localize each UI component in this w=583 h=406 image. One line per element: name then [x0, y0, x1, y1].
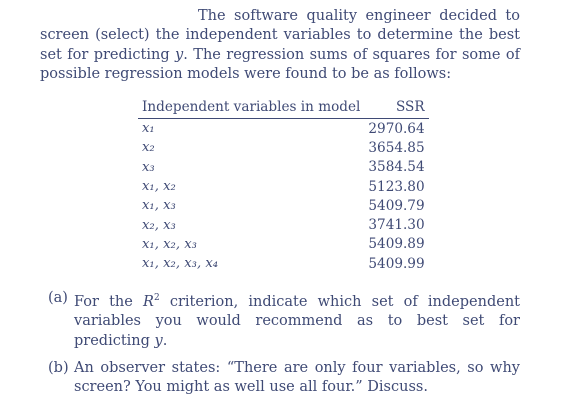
- row-variables: x₁: [142, 121, 155, 137]
- row-variables: x₁, x₃: [142, 198, 176, 214]
- header-independent-variables: Independent variables in model: [138, 97, 364, 119]
- question-b-label: (b): [48, 360, 69, 377]
- table-row: [138, 235, 429, 254]
- r-squared-symbol: R: [143, 293, 154, 310]
- row-ssr: 2970.64: [368, 120, 425, 137]
- question-a-post: .: [162, 332, 168, 349]
- intro-text-1: The software quality engineer decided to screen (select) the independent variables to determine the best set for predicting: [40, 8, 520, 63]
- row-variables: x₁, x₂: [142, 179, 176, 195]
- header-ssr: SSR: [364, 97, 428, 119]
- row-ssr: 5409.89: [368, 236, 425, 253]
- row-ssr: 3654.85: [368, 139, 425, 156]
- table-row: [138, 119, 429, 139]
- table-header-row: [138, 97, 429, 119]
- row-variables: x₁, x₂, x₃: [142, 236, 197, 252]
- table-row: [138, 215, 429, 234]
- question-a-mid: criterion, indicate which set of independent variables you would recommend as to best set for predicting: [74, 293, 520, 349]
- row-variables: x₂: [142, 140, 155, 156]
- table-row: [138, 177, 429, 196]
- r-squared-exponent: 2: [153, 293, 160, 303]
- row-ssr: 3741.30: [368, 217, 425, 234]
- row-ssr: 5123.80: [368, 178, 425, 195]
- row-variables: x₂, x₃: [142, 217, 176, 233]
- question-a-text: [74, 289, 520, 351]
- row-ssr: 5409.79: [368, 197, 425, 214]
- question-list: [48, 289, 520, 406]
- question-b-text: An observer states: “There are only four variables, so why screen? You might as well use all four.” Discuss.: [74, 360, 520, 396]
- row-ssr: 3584.54: [368, 159, 425, 176]
- row-ssr: 5409.99: [368, 255, 425, 272]
- intro-text-2: . The regression sums of squares for some of possible regression models were found to be as follows:: [40, 46, 521, 83]
- problem-intro: [40, 7, 520, 85]
- row-variables: x₁, x₂, x₃, x₄: [142, 256, 219, 272]
- question-b: [48, 359, 520, 398]
- question-a: [48, 289, 520, 351]
- table-row: [138, 138, 429, 157]
- question-a-label: (a): [48, 290, 68, 306]
- table-row: [138, 254, 429, 273]
- table-row: [138, 158, 429, 177]
- ssr-table: [138, 97, 429, 273]
- question-a-pre: For the: [74, 293, 144, 310]
- intro-variable-y: y: [175, 46, 184, 63]
- table-row: [138, 196, 429, 215]
- question-a-variable-y: y: [154, 332, 163, 349]
- row-variables: x₃: [142, 159, 155, 175]
